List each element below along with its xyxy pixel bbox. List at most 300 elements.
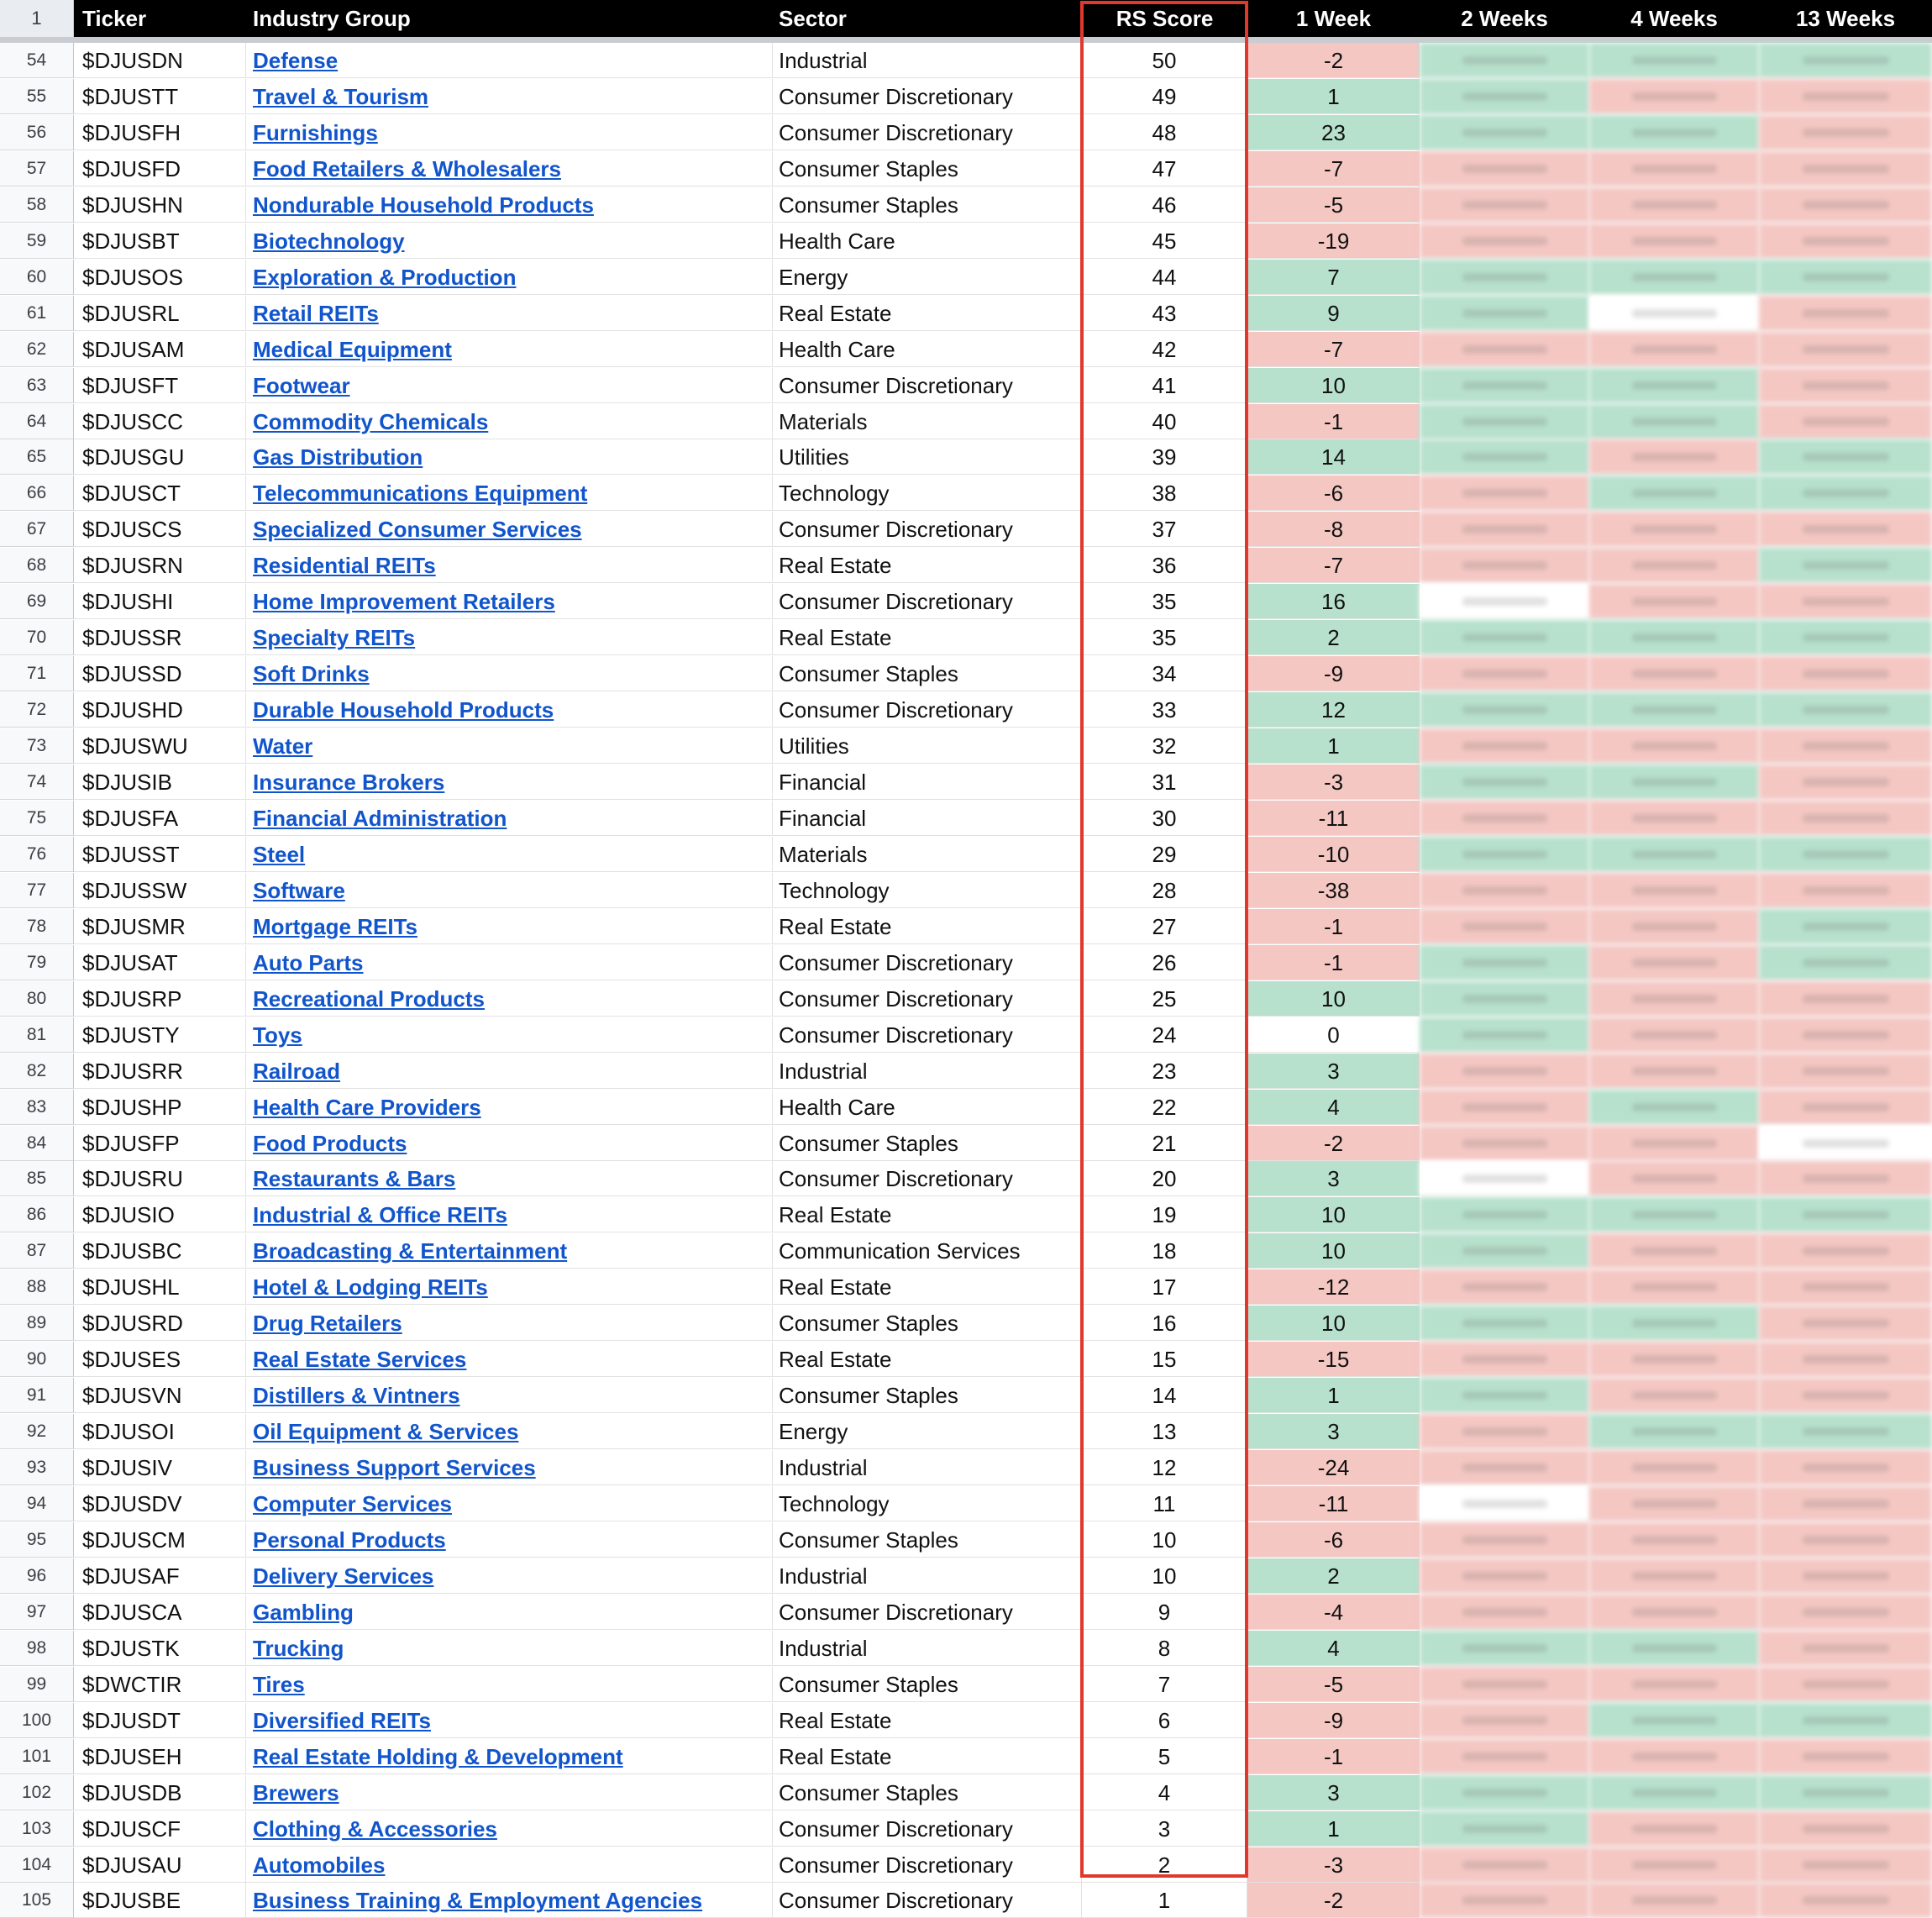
industry-group-link[interactable]: Commodity Chemicals [253,408,489,434]
ticker-cell[interactable]: $DJUSFP [74,1126,246,1161]
week-1-change-cell[interactable]: -19 [1247,223,1420,259]
sector-cell[interactable]: Materials [773,837,1082,872]
rs-score-cell[interactable]: 21 [1082,1126,1247,1161]
rs-score-cell[interactable]: 50 [1082,43,1247,78]
industry-group-cell[interactable] [246,79,773,114]
row-number[interactable]: 105 [0,1883,74,1918]
industry-group-cell[interactable] [246,1233,773,1269]
rs-score-cell[interactable]: 44 [1082,260,1247,295]
rs-score-cell[interactable]: 36 [1082,548,1247,583]
ticker-cell[interactable]: $DJUSTT [74,79,246,114]
industry-group-link[interactable]: Financial Administration [253,805,507,831]
industry-group-cell[interactable] [246,1414,773,1449]
industry-group-link[interactable]: Biotechnology [253,228,405,254]
ticker-cell[interactable]: $DJUSAU [74,1847,246,1883]
week-1-change-cell[interactable]: -7 [1247,332,1420,367]
week-1-change-cell[interactable]: -3 [1247,1847,1420,1883]
sector-cell[interactable]: Consumer Staples [773,1126,1082,1161]
rs-score-cell[interactable]: 43 [1082,296,1247,331]
sector-cell[interactable]: Consumer Discretionary [773,692,1082,728]
week-1-change-cell[interactable]: 0 [1247,1017,1420,1053]
industry-group-cell[interactable] [246,1342,773,1377]
sector-cell[interactable]: Consumer Discretionary [773,1811,1082,1847]
header-industry-group[interactable]: Industry Group [246,0,773,37]
industry-group-link[interactable]: Broadcasting & Entertainment [253,1238,568,1264]
sector-cell[interactable]: Consumer Discretionary [773,368,1082,403]
industry-group-link[interactable]: Diversified REITs [253,1707,431,1733]
ticker-cell[interactable]: $DJUSIO [74,1197,246,1232]
ticker-cell[interactable]: $DJUSHI [74,584,246,619]
industry-group-cell[interactable] [246,512,773,547]
industry-group-link[interactable]: Drug Retailers [253,1311,402,1337]
ticker-cell[interactable]: $DJUSGU [74,439,246,475]
industry-group-link[interactable]: Water [253,733,313,759]
industry-group-cell[interactable] [246,368,773,403]
ticker-cell[interactable]: $DJUSWU [74,728,246,764]
industry-group-link[interactable]: Tires [253,1671,305,1697]
industry-group-cell[interactable] [246,223,773,259]
week-1-change-cell[interactable]: 14 [1247,439,1420,475]
sector-cell[interactable]: Real Estate [773,909,1082,944]
industry-group-link[interactable]: Telecommunications Equipment [253,481,588,507]
rs-score-cell[interactable]: 46 [1082,187,1247,223]
sector-cell[interactable]: Real Estate [773,1342,1082,1377]
row-number[interactable]: 64 [0,404,74,439]
week-1-change-cell[interactable]: 10 [1247,1306,1420,1341]
industry-group-cell[interactable] [246,1775,773,1810]
ticker-cell[interactable]: $DJUSIB [74,765,246,800]
row-number[interactable]: 90 [0,1342,74,1377]
rs-score-cell[interactable]: 20 [1082,1161,1247,1196]
industry-group-cell[interactable] [246,1811,773,1847]
row-number[interactable]: 78 [0,909,74,944]
industry-group-link[interactable]: Food Products [253,1130,407,1156]
week-1-change-cell[interactable]: -4 [1247,1595,1420,1630]
rs-score-cell[interactable]: 2 [1082,1847,1247,1883]
row-number[interactable]: 87 [0,1233,74,1269]
header-13-weeks[interactable]: 13 Weeks [1759,0,1932,37]
industry-group-cell[interactable] [246,873,773,908]
ticker-cell[interactable]: $DJUSTK [74,1631,246,1666]
industry-group-cell[interactable] [246,1631,773,1666]
sector-cell[interactable]: Consumer Discretionary [773,115,1082,150]
week-1-change-cell[interactable]: 10 [1247,981,1420,1017]
industry-group-link[interactable]: Gambling [253,1599,354,1625]
industry-group-cell[interactable] [246,1161,773,1196]
sector-cell[interactable]: Industrial [773,1558,1082,1594]
sector-cell[interactable]: Consumer Staples [773,151,1082,187]
row-number[interactable]: 76 [0,837,74,872]
week-1-change-cell[interactable]: 10 [1247,368,1420,403]
ticker-cell[interactable]: $DJUSHL [74,1269,246,1305]
rs-score-cell[interactable]: 19 [1082,1197,1247,1232]
industry-group-cell[interactable] [246,1450,773,1485]
sector-cell[interactable]: Materials [773,404,1082,439]
row-number[interactable]: 74 [0,765,74,800]
industry-group-link[interactable]: Restaurants & Bars [253,1166,456,1192]
ticker-cell[interactable]: $DJUSST [74,837,246,872]
row-number[interactable]: 56 [0,115,74,150]
industry-group-link[interactable]: Steel [253,841,306,867]
ticker-cell[interactable]: $DJUSRD [74,1306,246,1341]
industry-group-cell[interactable] [246,115,773,150]
sector-cell[interactable]: Industrial [773,1631,1082,1666]
ticker-cell[interactable]: $DJUSFT [74,368,246,403]
industry-group-cell[interactable] [246,404,773,439]
industry-group-cell[interactable] [246,1306,773,1341]
sector-cell[interactable]: Consumer Staples [773,1522,1082,1558]
sector-cell[interactable]: Consumer Staples [773,1667,1082,1702]
ticker-cell[interactable]: $DJUSCC [74,404,246,439]
row-number[interactable]: 80 [0,981,74,1017]
ticker-cell[interactable]: $DJUSAT [74,945,246,980]
row-number[interactable]: 58 [0,187,74,223]
industry-group-link[interactable]: Delivery Services [253,1563,434,1589]
ticker-cell[interactable]: $DJUSOI [74,1414,246,1449]
sector-cell[interactable]: Consumer Discretionary [773,79,1082,114]
sector-cell[interactable]: Real Estate [773,1739,1082,1774]
rs-score-cell[interactable]: 24 [1082,1017,1247,1053]
ticker-cell[interactable]: $DJUSDV [74,1486,246,1521]
week-1-change-cell[interactable]: -7 [1247,548,1420,583]
week-1-change-cell[interactable]: -2 [1247,43,1420,78]
header-row-number[interactable]: 1 [0,0,74,37]
week-1-change-cell[interactable]: -9 [1247,1703,1420,1738]
sector-cell[interactable]: Consumer Discretionary [773,945,1082,980]
week-1-change-cell[interactable]: -1 [1247,1739,1420,1774]
row-number[interactable]: 99 [0,1667,74,1702]
row-number[interactable]: 82 [0,1054,74,1089]
week-1-change-cell[interactable]: 4 [1247,1631,1420,1666]
rs-score-cell[interactable]: 45 [1082,223,1247,259]
sector-cell[interactable]: Consumer Staples [773,1775,1082,1810]
ticker-cell[interactable]: $DJUSRP [74,981,246,1017]
row-number[interactable]: 75 [0,801,74,836]
ticker-cell[interactable]: $DJUSAF [74,1558,246,1594]
industry-group-link[interactable]: Recreational Products [253,985,485,1012]
rs-score-cell[interactable]: 5 [1082,1739,1247,1774]
row-number[interactable]: 93 [0,1450,74,1485]
sector-cell[interactable]: Real Estate [773,1703,1082,1738]
rs-score-cell[interactable]: 18 [1082,1233,1247,1269]
sector-cell[interactable]: Consumer Discretionary [773,1883,1082,1918]
industry-group-cell[interactable] [246,439,773,475]
week-1-change-cell[interactable]: 10 [1247,1233,1420,1269]
week-1-change-cell[interactable]: -9 [1247,656,1420,691]
industry-group-link[interactable]: Specialized Consumer Services [253,517,582,543]
industry-group-link[interactable]: Computer Services [253,1491,452,1516]
week-1-change-cell[interactable]: 7 [1247,260,1420,295]
ticker-cell[interactable]: $DJUSEH [74,1739,246,1774]
industry-group-cell[interactable] [246,1703,773,1738]
rs-score-cell[interactable]: 40 [1082,404,1247,439]
ticker-cell[interactable]: $DJUSRU [74,1161,246,1196]
sector-cell[interactable]: Real Estate [773,620,1082,655]
rs-score-cell[interactable]: 6 [1082,1703,1247,1738]
industry-group-cell[interactable] [246,1883,773,1918]
industry-group-cell[interactable] [246,584,773,619]
sector-cell[interactable]: Consumer Discretionary [773,1161,1082,1196]
industry-group-cell[interactable] [246,945,773,980]
week-1-change-cell[interactable]: -5 [1247,1667,1420,1702]
week-1-change-cell[interactable]: -5 [1247,187,1420,223]
row-number[interactable]: 85 [0,1161,74,1196]
rs-score-cell[interactable]: 38 [1082,476,1247,511]
sector-cell[interactable]: Consumer Staples [773,656,1082,691]
ticker-cell[interactable]: $DJUSSR [74,620,246,655]
industry-group-link[interactable]: Insurance Brokers [253,770,445,795]
rs-score-cell[interactable]: 37 [1082,512,1247,547]
industry-group-link[interactable]: Trucking [253,1635,344,1661]
rs-score-cell[interactable]: 34 [1082,656,1247,691]
industry-group-link[interactable]: Railroad [253,1058,341,1084]
industry-group-cell[interactable] [246,1017,773,1053]
row-number[interactable]: 66 [0,476,74,511]
industry-group-link[interactable]: Toys [253,1022,302,1048]
rs-score-cell[interactable]: 41 [1082,368,1247,403]
industry-group-link[interactable]: Residential REITs [253,553,436,579]
industry-group-link[interactable]: Business Support Services [253,1455,536,1481]
week-1-change-cell[interactable]: 10 [1247,1197,1420,1232]
week-1-change-cell[interactable]: 1 [1247,79,1420,114]
rs-score-cell[interactable]: 35 [1082,620,1247,655]
rs-score-cell[interactable]: 26 [1082,945,1247,980]
rs-score-cell[interactable]: 47 [1082,151,1247,187]
industry-group-cell[interactable] [246,332,773,367]
sector-cell[interactable]: Industrial [773,43,1082,78]
ticker-cell[interactable]: $DJUSDT [74,1703,246,1738]
rs-score-cell[interactable]: 3 [1082,1811,1247,1847]
rs-score-cell[interactable]: 9 [1082,1595,1247,1630]
industry-group-cell[interactable] [246,656,773,691]
industry-group-link[interactable]: Medical Equipment [253,336,452,362]
ticker-cell[interactable]: $DJUSFD [74,151,246,187]
ticker-cell[interactable]: $DJUSFH [74,115,246,150]
ticker-cell[interactable]: $DJUSIV [74,1450,246,1485]
week-1-change-cell[interactable]: 16 [1247,584,1420,619]
rs-score-cell[interactable]: 10 [1082,1522,1247,1558]
row-number[interactable]: 83 [0,1090,74,1125]
industry-group-cell[interactable] [246,296,773,331]
rs-score-cell[interactable]: 29 [1082,837,1247,872]
row-number[interactable]: 77 [0,873,74,908]
row-number[interactable]: 81 [0,1017,74,1053]
industry-group-cell[interactable] [246,801,773,836]
row-number[interactable]: 91 [0,1378,74,1413]
industry-group-link[interactable]: Personal Products [253,1527,446,1553]
week-1-change-cell[interactable]: 9 [1247,296,1420,331]
sector-cell[interactable]: Energy [773,260,1082,295]
industry-group-link[interactable]: Defense [253,48,339,73]
industry-group-cell[interactable] [246,1558,773,1594]
rs-score-cell[interactable]: 4 [1082,1775,1247,1810]
week-1-change-cell[interactable]: -15 [1247,1342,1420,1377]
week-1-change-cell[interactable]: -10 [1247,837,1420,872]
industry-group-cell[interactable] [246,187,773,223]
row-number[interactable]: 101 [0,1739,74,1774]
industry-group-cell[interactable] [246,476,773,511]
row-number[interactable]: 89 [0,1306,74,1341]
row-number[interactable]: 65 [0,439,74,475]
rs-score-cell[interactable]: 33 [1082,692,1247,728]
industry-group-link[interactable]: Specialty REITs [253,625,416,651]
industry-group-link[interactable]: Distillers & Vintners [253,1383,460,1409]
industry-group-link[interactable]: Travel & Tourism [253,83,429,109]
week-1-change-cell[interactable]: -38 [1247,873,1420,908]
row-number[interactable]: 59 [0,223,74,259]
week-1-change-cell[interactable]: 1 [1247,728,1420,764]
rs-score-cell[interactable]: 14 [1082,1378,1247,1413]
industry-group-cell[interactable] [246,728,773,764]
row-number[interactable]: 84 [0,1126,74,1161]
sector-cell[interactable]: Technology [773,1486,1082,1521]
row-number[interactable]: 69 [0,584,74,619]
industry-group-link[interactable]: Soft Drinks [253,661,370,687]
row-number[interactable]: 62 [0,332,74,367]
week-1-change-cell[interactable]: 23 [1247,115,1420,150]
ticker-cell[interactable]: $DJUSDB [74,1775,246,1810]
industry-group-cell[interactable] [246,1126,773,1161]
sector-cell[interactable]: Consumer Staples [773,1378,1082,1413]
sector-cell[interactable]: Communication Services [773,1233,1082,1269]
row-number[interactable]: 104 [0,1847,74,1883]
industry-group-link[interactable]: Hotel & Lodging REITs [253,1274,488,1301]
industry-group-link[interactable]: Mortgage REITs [253,913,417,939]
industry-group-cell[interactable] [246,1739,773,1774]
sector-cell[interactable]: Consumer Discretionary [773,1017,1082,1053]
header-rs-score[interactable]: RS Score [1082,0,1247,37]
header-4-weeks[interactable]: 4 Weeks [1589,0,1759,37]
header-1-week[interactable]: 1 Week [1247,0,1420,37]
ticker-cell[interactable]: $DJUSCA [74,1595,246,1630]
week-1-change-cell[interactable]: -2 [1247,1883,1420,1918]
ticker-cell[interactable]: $DJUSFA [74,801,246,836]
sector-cell[interactable]: Health Care [773,223,1082,259]
ticker-cell[interactable]: $DJUSVN [74,1378,246,1413]
industry-group-link[interactable]: Real Estate Holding & Development [253,1743,623,1769]
industry-group-cell[interactable] [246,1197,773,1232]
sector-cell[interactable]: Consumer Discretionary [773,584,1082,619]
week-1-change-cell[interactable]: -1 [1247,909,1420,944]
row-number[interactable]: 63 [0,368,74,403]
sector-cell[interactable]: Consumer Discretionary [773,1595,1082,1630]
industry-group-cell[interactable] [246,981,773,1017]
industry-group-cell[interactable] [246,1522,773,1558]
sector-cell[interactable]: Financial [773,765,1082,800]
rs-score-cell[interactable]: 39 [1082,439,1247,475]
week-1-change-cell[interactable]: -3 [1247,765,1420,800]
industry-group-link[interactable]: Real Estate Services [253,1347,467,1373]
rs-score-cell[interactable]: 48 [1082,115,1247,150]
industry-group-link[interactable]: Durable Household Products [253,697,554,723]
industry-group-cell[interactable] [246,1847,773,1883]
industry-group-cell[interactable] [246,1269,773,1305]
week-1-change-cell[interactable]: -6 [1247,1522,1420,1558]
ticker-cell[interactable]: $DJUSCM [74,1522,246,1558]
ticker-cell[interactable]: $DJUSBE [74,1883,246,1918]
ticker-cell[interactable]: $DJUSHN [74,187,246,223]
row-number[interactable]: 100 [0,1703,74,1738]
week-1-change-cell[interactable]: -8 [1247,512,1420,547]
week-1-change-cell[interactable]: 3 [1247,1161,1420,1196]
row-number[interactable]: 96 [0,1558,74,1594]
industry-group-link[interactable]: Health Care Providers [253,1094,481,1120]
week-1-change-cell[interactable]: 4 [1247,1090,1420,1125]
sector-cell[interactable]: Real Estate [773,296,1082,331]
sector-cell[interactable]: Consumer Discretionary [773,512,1082,547]
industry-group-cell[interactable] [246,1054,773,1089]
industry-group-cell[interactable] [246,765,773,800]
rs-score-cell[interactable]: 25 [1082,981,1247,1017]
ticker-cell[interactable]: $DJUSOS [74,260,246,295]
sector-cell[interactable]: Real Estate [773,548,1082,583]
sector-cell[interactable]: Consumer Discretionary [773,981,1082,1017]
header-sector[interactable]: Sector [773,0,1082,37]
rs-score-cell[interactable]: 23 [1082,1054,1247,1089]
row-number[interactable]: 103 [0,1811,74,1847]
week-1-change-cell[interactable]: 2 [1247,620,1420,655]
row-number[interactable]: 68 [0,548,74,583]
industry-group-link[interactable]: Footwear [253,372,350,398]
sector-cell[interactable]: Real Estate [773,1197,1082,1232]
rs-score-cell[interactable]: 10 [1082,1558,1247,1594]
industry-group-cell[interactable] [246,1090,773,1125]
rs-score-cell[interactable]: 8 [1082,1631,1247,1666]
ticker-cell[interactable]: $DWCTIR [74,1667,246,1702]
week-1-change-cell[interactable]: -1 [1247,945,1420,980]
row-number[interactable]: 67 [0,512,74,547]
rs-score-cell[interactable]: 42 [1082,332,1247,367]
rs-score-cell[interactable]: 28 [1082,873,1247,908]
rs-score-cell[interactable]: 22 [1082,1090,1247,1125]
ticker-cell[interactable]: $DJUSRR [74,1054,246,1089]
rs-score-cell[interactable]: 11 [1082,1486,1247,1521]
industry-group-cell[interactable] [246,1486,773,1521]
row-number[interactable]: 97 [0,1595,74,1630]
week-1-change-cell[interactable]: -7 [1247,151,1420,187]
industry-group-link[interactable]: Gas Distribution [253,444,423,470]
row-number[interactable]: 61 [0,296,74,331]
week-1-change-cell[interactable]: 3 [1247,1054,1420,1089]
sector-cell[interactable]: Health Care [773,1090,1082,1125]
sector-cell[interactable]: Industrial [773,1450,1082,1485]
ticker-cell[interactable]: $DJUSRL [74,296,246,331]
industry-group-link[interactable]: Nondurable Household Products [253,192,594,218]
row-number[interactable]: 92 [0,1414,74,1449]
week-1-change-cell[interactable]: -6 [1247,476,1420,511]
rs-score-cell[interactable]: 1 [1082,1883,1247,1918]
industry-group-link[interactable]: Software [253,877,345,903]
week-1-change-cell[interactable]: 12 [1247,692,1420,728]
ticker-cell[interactable]: $DJUSBT [74,223,246,259]
rs-score-cell[interactable]: 16 [1082,1306,1247,1341]
ticker-cell[interactable]: $DJUSSD [74,656,246,691]
ticker-cell[interactable]: $DJUSSW [74,873,246,908]
industry-group-cell[interactable] [246,837,773,872]
industry-group-link[interactable]: Brewers [253,1779,339,1805]
ticker-cell[interactable]: $DJUSHP [74,1090,246,1125]
rs-score-cell[interactable]: 17 [1082,1269,1247,1305]
week-1-change-cell[interactable]: 1 [1247,1811,1420,1847]
sector-cell[interactable]: Financial [773,801,1082,836]
industry-group-link[interactable]: Retail REITs [253,300,379,326]
ticker-cell[interactable]: $DJUSES [74,1342,246,1377]
industry-group-cell[interactable] [246,548,773,583]
week-1-change-cell[interactable]: 3 [1247,1775,1420,1810]
ticker-cell[interactable]: $DJUSAM [74,332,246,367]
industry-group-cell[interactable] [246,620,773,655]
industry-group-link[interactable]: Oil Equipment & Services [253,1419,519,1445]
